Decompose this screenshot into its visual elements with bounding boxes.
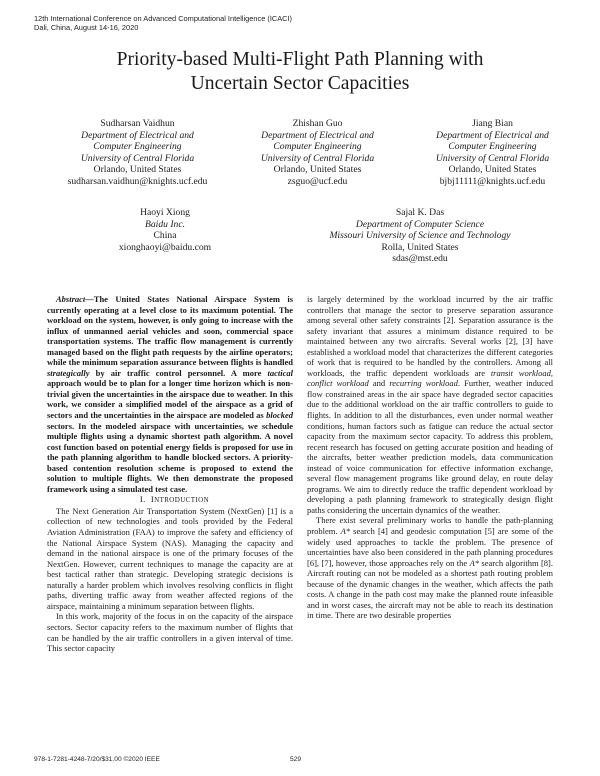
intro-paragraph: is largely determined by the workload incurred by the air traffic controllers that manage the sector to preserve separation assurance among several other safety constraints [2]. Separation assurance is the safety invariant that assures a minimum distance required to be maintained between any two aircrafts. Several works [2], [3] have established a workload model that characterizes the different categories of work that is required to be handled by the controllers. Among all workloads, the traffic dependent workloads are transit workload, conflict workload and recurring workload. Further, weather induced flow constrained areas in the air space have degraded sector capacities due to the additional workload on the air traffic controllers to guide to flights. In addition to all the disturbances, even under normal weather conditions, human factors such as fatigue can reduce the actual sector capacity from the maximum sector capacity. To address this problem, recent research has focused on getting accurate position and heading of the aircrafts, better weather prediction models, data communication instead of voice communication for effective information exchange, several flow management programs like ground delay, en route delay programs. We aim to directly reduce the traffic dependent workload by developing a path planning framework to strategically design flight paths considering the uncertain dynamics of the weather. xyxy=(307,294,554,515)
author-institution: University of Central Florida xyxy=(435,152,550,164)
author-email: zsguo@ucf.edu xyxy=(287,175,348,187)
right-column xyxy=(307,294,553,621)
intro-paragraph: The Next Generation Air Transportation System (NextGen) [1] is a collection of new technologies and tools provided by the Federal Aviation Administration (FAA) to improve the safety and efficiency of the National Airspace System (NAS). Managing the capacity and demand in the national airspace is one of the primary focuses of the NextGen. However, current techniques to manage the capacity are at best tactical rather than strategic. Developing strategic decisions is naturally a harder problem which involves resolving conflicts in flight paths, diverting traffic away from weather affected regions of the airspace, maintaining a minimum separation between flights. xyxy=(47,505,293,611)
author-block-1 xyxy=(50,118,225,188)
author-name: Jiang Bian xyxy=(472,118,513,129)
author-email: sudharsan.vaidhun@knights.ucf.edu xyxy=(67,175,208,187)
author-block-5 xyxy=(300,207,540,265)
footer-copyright: 978-1-7281-4248-7/20/$31.00 ©2020 IEEE xyxy=(34,756,160,763)
author-name: Sudharsan Vaidhun xyxy=(100,118,175,129)
author-location: China xyxy=(153,230,177,242)
author-email: xionghaoyi@baidu.com xyxy=(118,241,212,253)
author-block-4 xyxy=(100,207,230,253)
author-institution: Baidu Inc. xyxy=(145,218,185,230)
author-location: Orlando, United States xyxy=(273,164,362,176)
intro-paragraph: There exist several preliminary works to handle the path-planning problem. A* search [4] and geodesic computation [5] are some of the widely used approaches to tackle the problem. The presence of uncertainties have also been considered in the path planning procedures [6], [7], however, those approaches rely on the A* search algorithm [8]. Aircraft routing can not be modeled as a shortest path routing problem because of the dynamic changes in the weather, which affects the path costs. A change in the path cost may make the planned route infeasible and in worst cases, the aircraft may not be able to reach its destination in time. There are two desirable properties xyxy=(307,515,553,621)
abstract: Abstract—The United States National Airspace System is currently operating at a level close to its maximum potential. The workload on the system, however, is only going to increase with the influx of unmanned aerial vehicles and soon, commercial space transportation systems. The traffic flow management is currently managed based on the flight path requests by the airline operators; while the minimum separation assurance between flights is handled strategically by air traffic control personnel. A more tactical approach would be to plan for a longer time horizon which is non-trivial given the uncertainties in the airspace due to weather. In this work, we consider a simplified model of the airspace as a grid of sectors and the uncertainties in the airspace are modeled as blocked sectors. In the modeled airspace with uncertainties, we schedule multiple flights using a dynamic shortest path algorithm. A novel cost function based on potential energy fields is proposed for use in the path planning algorithm to handle blocked sectors. A priority-based contention resolution scheme is proposed to extend the solution to multiple flights. We then demonstrate the proposed framework using a simulated test case. xyxy=(47,294,293,494)
author-department: Department of Electrical and xyxy=(436,129,549,141)
author-department: Computer Engineering xyxy=(448,141,537,153)
author-location: Orlando, United States xyxy=(93,164,182,176)
author-name: Sajal K. Das xyxy=(395,207,445,218)
author-email: bjbj11111@knights.ucf.edu xyxy=(439,175,546,187)
author-institution: University of Central Florida xyxy=(260,152,375,164)
author-department: Computer Engineering xyxy=(273,141,362,153)
title-line-1: Priority-based Multi-Flight Path Planning with xyxy=(116,49,484,70)
author-department: Computer Engineering xyxy=(93,141,182,153)
author-department: Department of Computer Science xyxy=(355,218,485,230)
page-number: 529 xyxy=(290,756,302,763)
intro-paragraph: In this work, majority of the focus in on the capacity of the airspace sectors. Sector capacity refers to the maximum number of flights that can be handled by the air traffic controllers in a given interval of time. This sector capacity xyxy=(47,611,293,654)
abstract-label: Abstract xyxy=(56,294,86,304)
author-block-3 xyxy=(410,118,575,188)
title-line-2: Uncertain Sector Capacities xyxy=(190,73,410,94)
author-department: Department of Electrical and xyxy=(81,129,194,141)
author-location: Rolla, United States xyxy=(381,241,459,253)
author-institution: Missouri University of Science and Technology xyxy=(329,230,511,242)
author-name: Zhishan Guo xyxy=(292,118,343,129)
conference-name: 12th International Conference on Advanced Computational Intelligence (ICACI) xyxy=(34,14,293,23)
author-email: sdas@mst.edu xyxy=(392,253,448,265)
author-name: Haoyi Xiong xyxy=(140,207,190,218)
left-column xyxy=(47,294,293,654)
author-institution: University of Central Florida xyxy=(80,152,195,164)
author-block-2 xyxy=(235,118,400,188)
paper-title xyxy=(0,48,600,96)
section-heading-introduction: I. INTRODUCTION xyxy=(139,494,210,505)
conference-date-location: Dali, China, August 14-16, 2020 xyxy=(34,23,139,33)
conference-header xyxy=(34,14,292,33)
author-location: Orlando, United States xyxy=(448,164,537,176)
author-department: Department of Electrical and xyxy=(261,129,374,141)
